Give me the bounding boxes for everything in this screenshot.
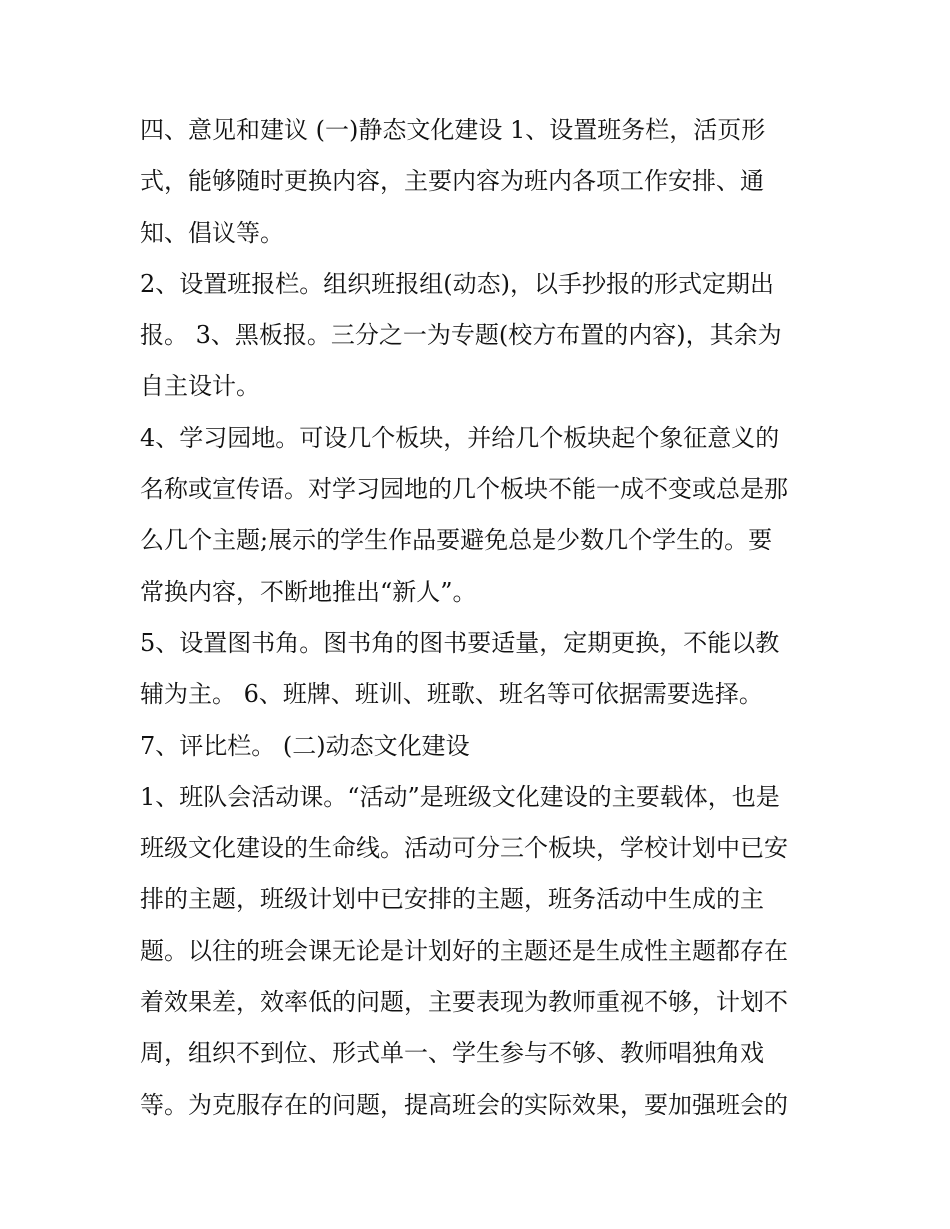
text-line: 5、设置图书角。图书角的图书要适量，定期更换，不能以教 [140,628,780,657]
text-line: 2、设置班报栏。组织班报组(动态)，以手抄报的形式定期出 [140,269,774,298]
text-line: 着效果差，效率低的问题，主要表现为教师重视不够，计划不 [140,988,788,1017]
text-line: 么几个主题;展示的学生作品要避免总是少数几个学生的。要 [140,526,773,555]
text-line: 常换内容，不断地推出“新人”。 [140,577,477,606]
text-line: 自主设计。 [140,372,260,401]
text-line: 四、意见和建议 (一)静态文化建设 1、设置班务栏，活页形 [140,116,766,144]
text-line: 知、倡议等。 [140,218,284,247]
text-line: 1、班队会活动课。“活动”是班级文化建设的主要载体，也是 [140,782,780,811]
text-line: 排的主题，班级计划中已安排的主题，班务活动中生成的主 [140,885,764,914]
text-line: 等。为克服存在的问题，提高班会的实际效果，要加强班会的 [140,1090,788,1119]
text-line: 题。以往的班会课无论是计划好的主题还是生成性主题都存在 [140,936,788,965]
text-line: 式，能够随时更换内容，主要内容为班内各项工作安排、通 [140,167,764,196]
text-line: 7、评比栏。 (二)动态文化建设 [140,731,470,760]
text-line: 4、学习园地。可设几个板块，并给几个板块起个象征意义的 [140,423,780,452]
text-line: 辅为主。 6、班牌、班训、班歌、班名等可依据需要选择。 [140,680,763,709]
text-line: 班级文化建设的生命线。活动可分三个板块，学校计划中已安 [140,834,788,863]
text-line: 报。 3、黑板报。三分之一为专题(校方布置的内容)，其余为 [140,321,782,350]
body-text [140,105,830,1131]
text-line: 周，组织不到位、形式单一、学生参与不够、教师唱独角戏 [140,1039,764,1068]
text-line: 名称或宣传语。对学习园地的几个板块不能一成不变或总是那 [140,475,788,504]
